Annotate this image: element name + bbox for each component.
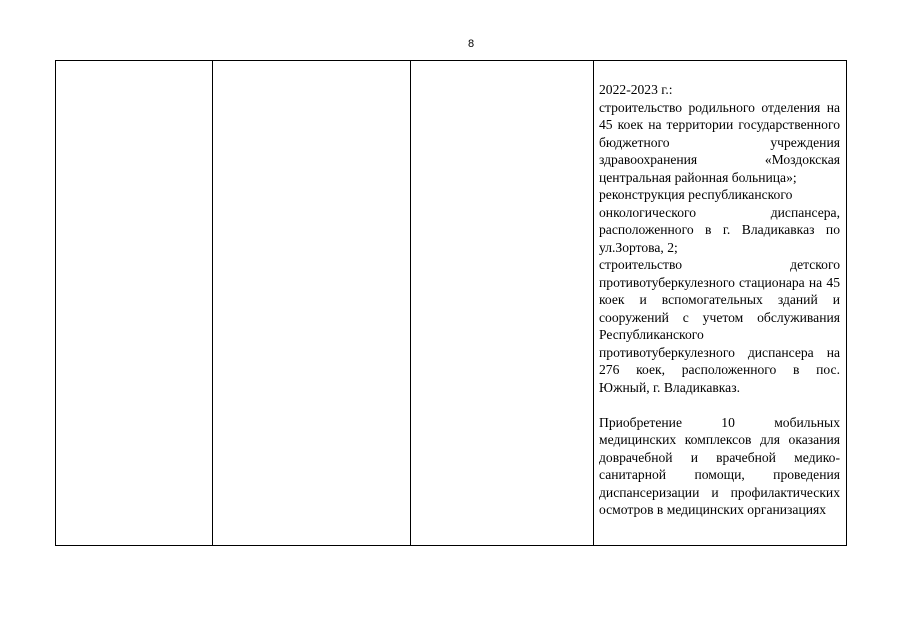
table-cell-col2 [213,61,411,546]
table-row [56,61,847,546]
table-cell-col1 [56,61,213,546]
table-cell-col4 [594,61,847,546]
measures-text [594,61,846,519]
measure-item-mobile-complexes: Приобретение 10 мобильных медицинских комплексов для оказания доврачебной и врачебной медико-санитарной помощи, проведения диспансеризации и профилактических осмотров в медицинских организациях [599,414,840,517]
paragraph-spacer [599,396,840,414]
measure-item-oncology-line1: реконструкция республиканского [599,187,793,202]
page-number: 8 [467,38,475,50]
measure-item-maternity-ward: строительство родильного отделения на 45 коек на территории государственного бюджетного учреждения здравоохранения «Моздокская центральная районная больница»; [599,99,840,185]
document-table [55,60,847,546]
measure-item-oncology-rest: онкологического диспансера, расположенного в г. Владикавказ по ул.Зортова, 2; [599,204,840,255]
table-cell-col3 [411,61,594,546]
measure-item-tb-hospital: строительство детского противотуберкулезного стационара на 45 коек и вспомогательных зданий и сооружений с учетом обслуживания Республиканского противотуберкулезного диспансера на 276 коек, расположенного в пос. Южный, г. Владикавказ. [599,257,840,395]
period-heading: 2022-2023 г.: [599,82,673,97]
